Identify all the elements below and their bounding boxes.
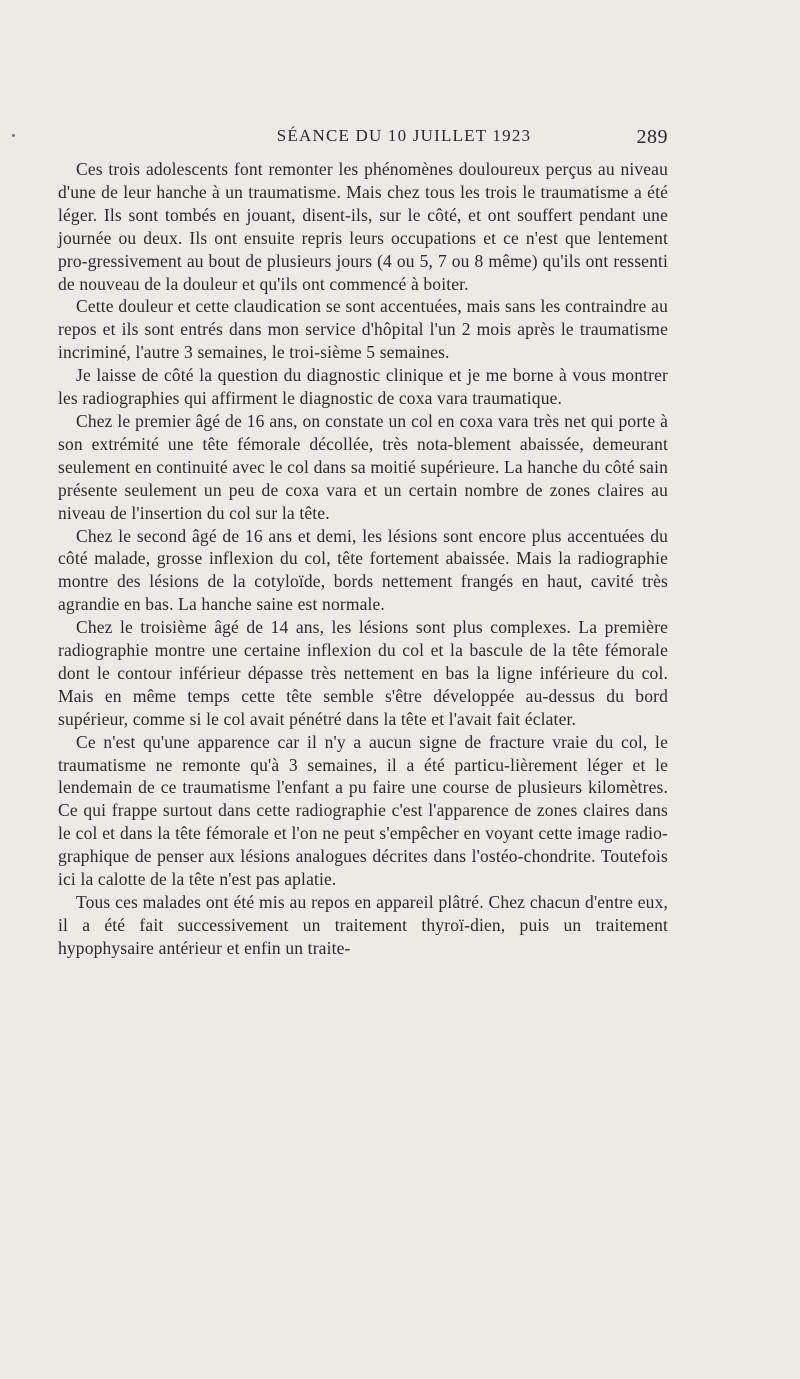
page-header <box>60 126 668 152</box>
paragraph: Chez le second âgé de 16 ans et demi, les lésions sont encore plus accentuées du côté malade, grosse inflexion du col, tête fortement abaissée. Mais la radiographie montre des lésions de la cotyloïde, bords nettement frangés en haut, cavité très agrandie en bas. La hanche saine est normale. <box>58 525 668 615</box>
paragraph: Ces trois adolescents font remonter les phénomènes douloureux perçus au niveau d'une de leur hanche à un traumatisme. Mais chez tous les trois le traumatisme a été léger. Ils sont tombés en jouant, disent-ils, sur le côté, et ont souffert pendant une journée ou deux. Ils ont ensuite repris leurs occupations et ce n'est que lentement pro-gressivement au bout de plusieurs jours (4 ou 5, 7 ou 8 même) qu'ils ont ressenti de nouveau de la douleur et qu'ils ont commencé à boiter. <box>58 159 668 294</box>
paragraph: Chez le troisième âgé de 14 ans, les lésions sont plus complexes. La première radiographie montre une certaine inflexion du col et la bascule de la tête fémorale dont le contour inférieur dépasse très nettement en bas la ligne inférieure du col. Mais en même temps cette tête semble s'être développée au-dessus du bord supérieur, comme si le col avait pénétré dans la tête et l'avait fait éclater. <box>58 617 668 729</box>
paragraph: Je laisse de côté la question du diagnostic clinique et je me borne à vous montrer les radiographies qui affirment le diagnostic de coxa vara traumatique. <box>58 365 668 409</box>
paragraph: Tous ces malades ont été mis au repos en appareil plâtré. Chez chacun d'entre eux, il a été fait successivement un traitement thyroï-dien, puis un traitement hypophysaire antérieur et enfin un traite- <box>58 892 668 958</box>
page-body <box>58 158 668 960</box>
paragraph: Cette douleur et cette claudication se sont accentuées, mais sans les contraindre au repos et ils sont entrés dans mon service d'hôpital l'un 2 mois après le traumatisme incriminé, l'autre 3 semaines, le troi-sième 5 semaines. <box>58 296 668 363</box>
paragraph: Chez le premier âgé de 16 ans, on constate un col en coxa vara très net qui porte à son extrémité une tête fémorale décollée, très nota-blement abaissée, demeurant seulement en continuité avec le col dans sa moitié supérieure. La hanche du côté sain présente seulement un peu de coxa vara et un certain nombre de zones claires au niveau de l'insertion du col sur la tête. <box>58 410 668 523</box>
page-number: 289 <box>636 126 668 148</box>
running-head: SÉANCE DU 10 JUILLET 1923 <box>276 126 532 145</box>
paragraph: Ce n'est qu'une apparence car il n'y a aucun signe de fracture vraie du col, le traumatisme ne remonte qu'à 3 semaines, il a été particu-lièrement léger et le lendemain de ce traumatisme l'enfant a pu faire une course de plusieurs kilomètres. Ce qui frappe surtout dans cette radiographie c'est l'apparence de zones claires dans le col et dans la tête fémorale et l'on ne peut s'empêcher en voyant cette image radio-graphique de penser aux lésions analogues décrites dans l'ostéo-chondrite. Toutefois ici la calotte de la tête n'est pas aplatie. <box>58 731 668 890</box>
margin-dot <box>12 134 15 137</box>
